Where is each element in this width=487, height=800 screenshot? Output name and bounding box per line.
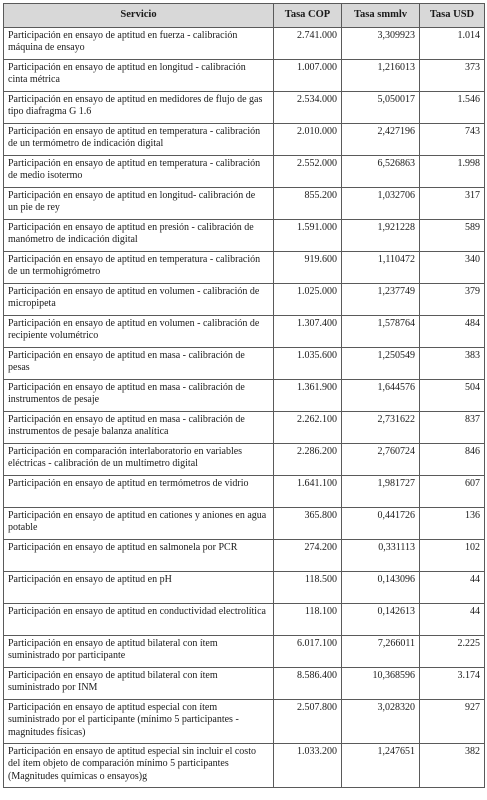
table-row [4,604,485,636]
usd-cell: 927 [420,700,485,744]
cop-cell: 1.641.100 [274,476,342,508]
smmlv-cell: 1,216013 [342,60,420,92]
usd-cell: 1.998 [420,156,485,188]
header-usd: Tasa USD [420,4,485,28]
smmlv-cell: 0,331113 [342,540,420,572]
service-cell: Participación en ensayo de aptitud en salmonela por PCR [4,540,274,572]
usd-cell: 504 [420,380,485,412]
cop-cell: 2.507.800 [274,700,342,744]
cop-cell: 2.262.100 [274,412,342,444]
service-cell: Participación en ensayo de aptitud en presión - calibración de manómetro de indicación digital [4,220,274,252]
table-row [4,156,485,188]
usd-cell: 44 [420,604,485,636]
fee-table [3,3,485,788]
usd-cell: 382 [420,744,485,788]
smmlv-cell: 2,731622 [342,412,420,444]
cop-cell: 1.361.900 [274,380,342,412]
usd-cell: 44 [420,572,485,604]
header-service: Servicio [4,4,274,28]
cop-cell: 2.534.000 [274,92,342,124]
cop-cell: 1.591.000 [274,220,342,252]
service-cell: Participación en ensayo de aptitud bilateral con ítem suministrado por INM [4,668,274,700]
header-row [4,4,485,28]
smmlv-cell: 0,142613 [342,604,420,636]
table-row [4,220,485,252]
smmlv-cell: 0,143096 [342,572,420,604]
table-row [4,348,485,380]
usd-cell: 102 [420,540,485,572]
table-row [4,540,485,572]
smmlv-cell: 2,427196 [342,124,420,156]
cop-cell: 1.033.200 [274,744,342,788]
service-cell: Participación en ensayo de aptitud especial con ítem suministrado por el participante (mínimo 5 participantes - magnitudes físicas) [4,700,274,744]
service-cell: Participación en ensayo de aptitud en temperatura - calibración de un termohigrómetro [4,252,274,284]
usd-cell: 3.174 [420,668,485,700]
usd-cell: 317 [420,188,485,220]
cop-cell: 365.800 [274,508,342,540]
table-row [4,92,485,124]
smmlv-cell: 1,644576 [342,380,420,412]
smmlv-cell: 5,050017 [342,92,420,124]
cop-cell: 1.007.000 [274,60,342,92]
table-row [4,284,485,316]
table-row [4,508,485,540]
table-body [4,28,485,788]
usd-cell: 1.014 [420,28,485,60]
service-cell: Participación en ensayo de aptitud en fuerza - calibración máquina de ensayo [4,28,274,60]
cop-cell: 274.200 [274,540,342,572]
service-cell: Participación en ensayo de aptitud en longitud- calibración de un pie de rey [4,188,274,220]
usd-cell: 607 [420,476,485,508]
smmlv-cell: 0,441726 [342,508,420,540]
table-row [4,636,485,668]
smmlv-cell: 1,237749 [342,284,420,316]
service-cell: Participación en ensayo de aptitud bilateral con ítem suministrado por participante [4,636,274,668]
cop-cell: 1.307.400 [274,316,342,348]
table-row [4,444,485,476]
service-cell: Participación en ensayo de aptitud en volumen - calibración de recipiente volumétrico [4,316,274,348]
usd-cell: 589 [420,220,485,252]
service-cell: Participación en ensayo de aptitud en temperatura - calibración de un termómetro de indicación digital [4,124,274,156]
table-row [4,668,485,700]
smmlv-cell: 7,266011 [342,636,420,668]
cop-cell: 1.035.600 [274,348,342,380]
smmlv-cell: 1,247651 [342,744,420,788]
service-cell: Participación en ensayo de aptitud en temperatura - calibración de medio isotermo [4,156,274,188]
service-cell: Participación en ensayo de aptitud especial sin incluir el costo del ítem objeto de comparación mínimo 5 participantes (Magnitudes químicas o ensayos)g [4,744,274,788]
usd-cell: 743 [420,124,485,156]
table-row [4,572,485,604]
cop-cell: 855.200 [274,188,342,220]
service-cell: Participación en ensayo de aptitud en masa - calibración de instrumentos de pesaje [4,380,274,412]
cop-cell: 6.017.100 [274,636,342,668]
table-row [4,380,485,412]
fee-table-page [3,3,484,788]
cop-cell: 1.025.000 [274,284,342,316]
usd-cell: 373 [420,60,485,92]
table-row [4,28,485,60]
usd-cell: 2.225 [420,636,485,668]
smmlv-cell: 6,526863 [342,156,420,188]
smmlv-cell: 1,578764 [342,316,420,348]
table-row [4,252,485,284]
table-row [4,316,485,348]
table-row [4,60,485,92]
smmlv-cell: 3,028320 [342,700,420,744]
table-header [4,4,485,28]
usd-cell: 136 [420,508,485,540]
cop-cell: 2.741.000 [274,28,342,60]
service-cell: Participación en ensayo de aptitud en termómetros de vidrio [4,476,274,508]
usd-cell: 340 [420,252,485,284]
header-cop: Tasa COP [274,4,342,28]
cop-cell: 2.552.000 [274,156,342,188]
smmlv-cell: 1,032706 [342,188,420,220]
service-cell: Participación en ensayo de aptitud en masa - calibración de instrumentos de pesaje balanza analítica [4,412,274,444]
smmlv-cell: 1,981727 [342,476,420,508]
cop-cell: 118.100 [274,604,342,636]
smmlv-cell: 2,760724 [342,444,420,476]
usd-cell: 379 [420,284,485,316]
table-row [4,412,485,444]
table-row [4,476,485,508]
usd-cell: 383 [420,348,485,380]
cop-cell: 8.586.400 [274,668,342,700]
usd-cell: 1.546 [420,92,485,124]
smmlv-cell: 10,368596 [342,668,420,700]
table-row [4,744,485,788]
cop-cell: 2.286.200 [274,444,342,476]
usd-cell: 484 [420,316,485,348]
smmlv-cell: 1,110472 [342,252,420,284]
cop-cell: 2.010.000 [274,124,342,156]
smmlv-cell: 1,921228 [342,220,420,252]
service-cell: Participación en ensayo de aptitud en masa - calibración de pesas [4,348,274,380]
service-cell: Participación en ensayo de aptitud en pH [4,572,274,604]
cop-cell: 919.600 [274,252,342,284]
service-cell: Participación en ensayo de aptitud en conductividad electrolítica [4,604,274,636]
usd-cell: 837 [420,412,485,444]
table-row [4,124,485,156]
service-cell: Participación en comparación interlaboratorio en variables eléctricas - calibración de un multímetro digital [4,444,274,476]
header-smmlv: Tasa smmlv [342,4,420,28]
smmlv-cell: 1,250549 [342,348,420,380]
smmlv-cell: 3,309923 [342,28,420,60]
service-cell: Participación en ensayo de aptitud en longitud - calibración cinta métrica [4,60,274,92]
table-row [4,188,485,220]
service-cell: Participación en ensayo de aptitud en cationes y aniones en agua potable [4,508,274,540]
usd-cell: 846 [420,444,485,476]
service-cell: Participación en ensayo de aptitud en medidores de flujo de gas tipo diafragma G 1.6 [4,92,274,124]
cop-cell: 118.500 [274,572,342,604]
service-cell: Participación en ensayo de aptitud en volumen - calibración de micropipeta [4,284,274,316]
table-row [4,700,485,744]
